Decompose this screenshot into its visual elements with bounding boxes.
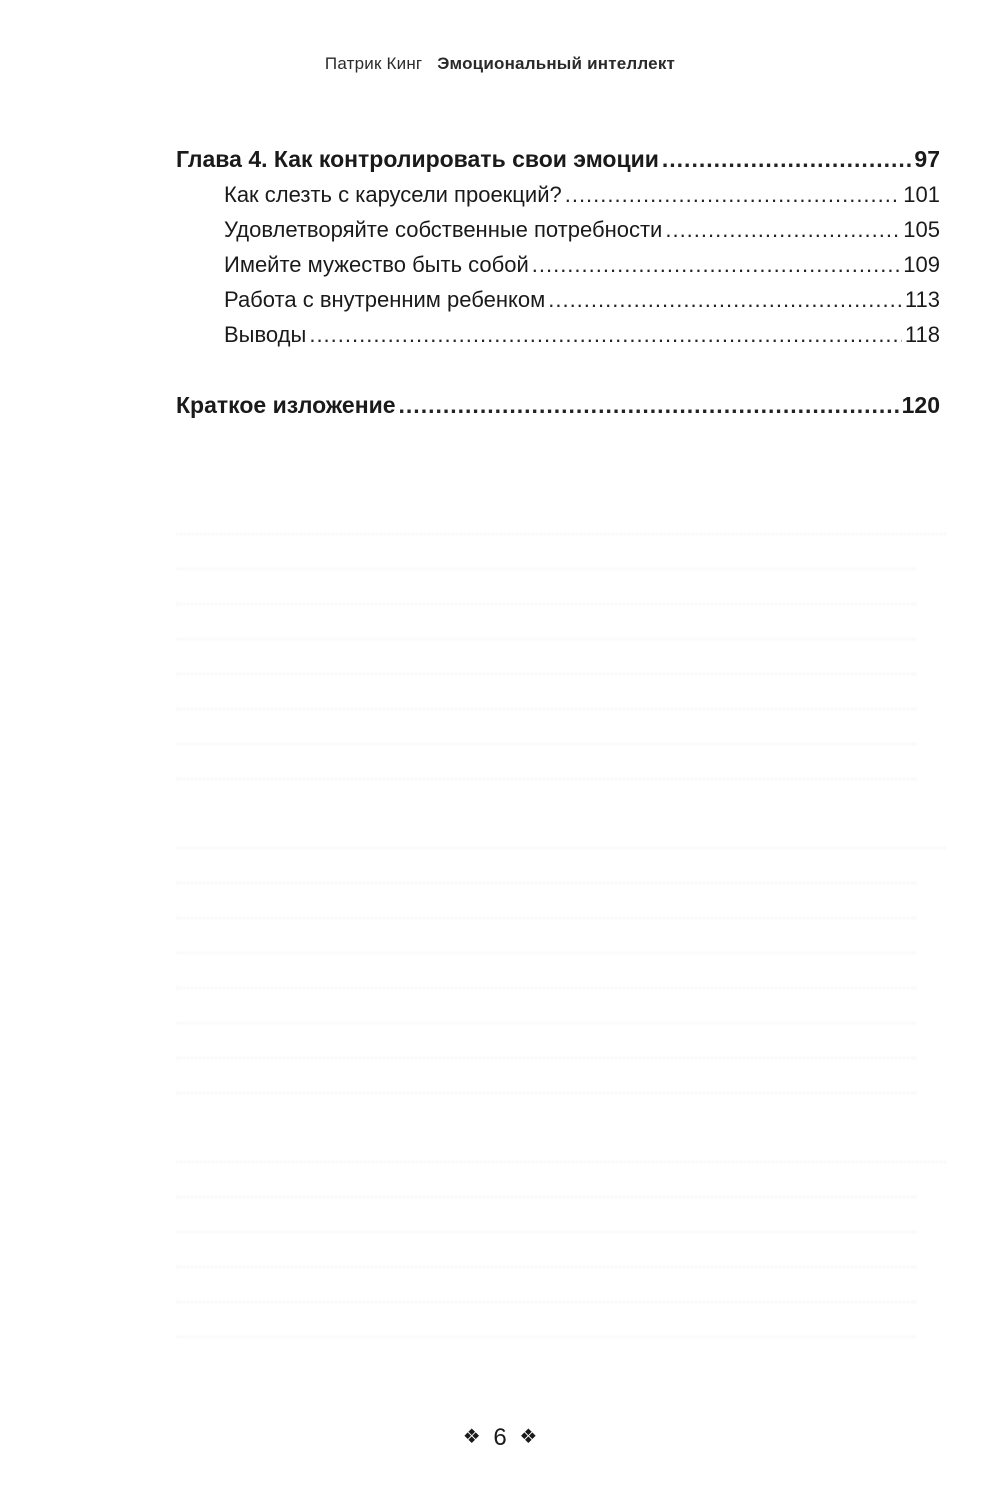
toc-section-title: Удовлетворяйте собственные потребности [224,217,663,242]
page-number-footer [0,1424,1000,1452]
toc-chapter-entry [176,142,940,177]
toc-section-entry [176,317,940,352]
toc-leader-dots [565,177,901,212]
toc-section-title: Имейте мужество быть собой [224,252,529,277]
paper-show-through [176,500,946,1338]
toc-section-title: Выводы [224,322,307,347]
toc-leader-dots [662,142,912,177]
toc-leader-dots [665,212,900,247]
ornament-right-icon: ❖ [519,1426,538,1448]
running-head-book-title: Эмоциональный интеллект [437,54,676,73]
toc-section-title: Как слезть с карусели проекций? [224,182,562,207]
toc-section-page: 109 [903,252,940,277]
toc-summary-title: Краткое изложение [176,392,396,418]
toc-section-title: Работа с внутренним ребенком [224,287,546,312]
toc-leader-dots [532,247,901,282]
toc-leader-dots [399,388,899,423]
toc-section-page: 105 [903,217,940,242]
toc-summary-entry [176,388,940,423]
ornament-left-icon: ❖ [462,1426,481,1448]
toc-section-entry [176,247,940,282]
toc-section-entry [176,177,940,212]
table-of-contents [176,142,940,423]
toc-section-page: 113 [904,287,940,312]
page-number: 6 [493,1424,507,1451]
toc-section-entry [176,282,940,317]
toc-summary-page: 120 [901,392,940,418]
running-head [0,54,1000,74]
toc-chapter-page: 97 [914,146,940,172]
running-head-author: Патрик Кинг [324,54,423,73]
toc-section-page: 101 [903,182,940,207]
toc-leader-dots [309,317,902,352]
toc-section-entry [176,212,940,247]
toc-section-page: 118 [904,322,940,347]
toc-leader-dots [548,282,902,317]
toc-chapter-title: Глава 4. Как контролировать свои эмоции [176,146,659,172]
